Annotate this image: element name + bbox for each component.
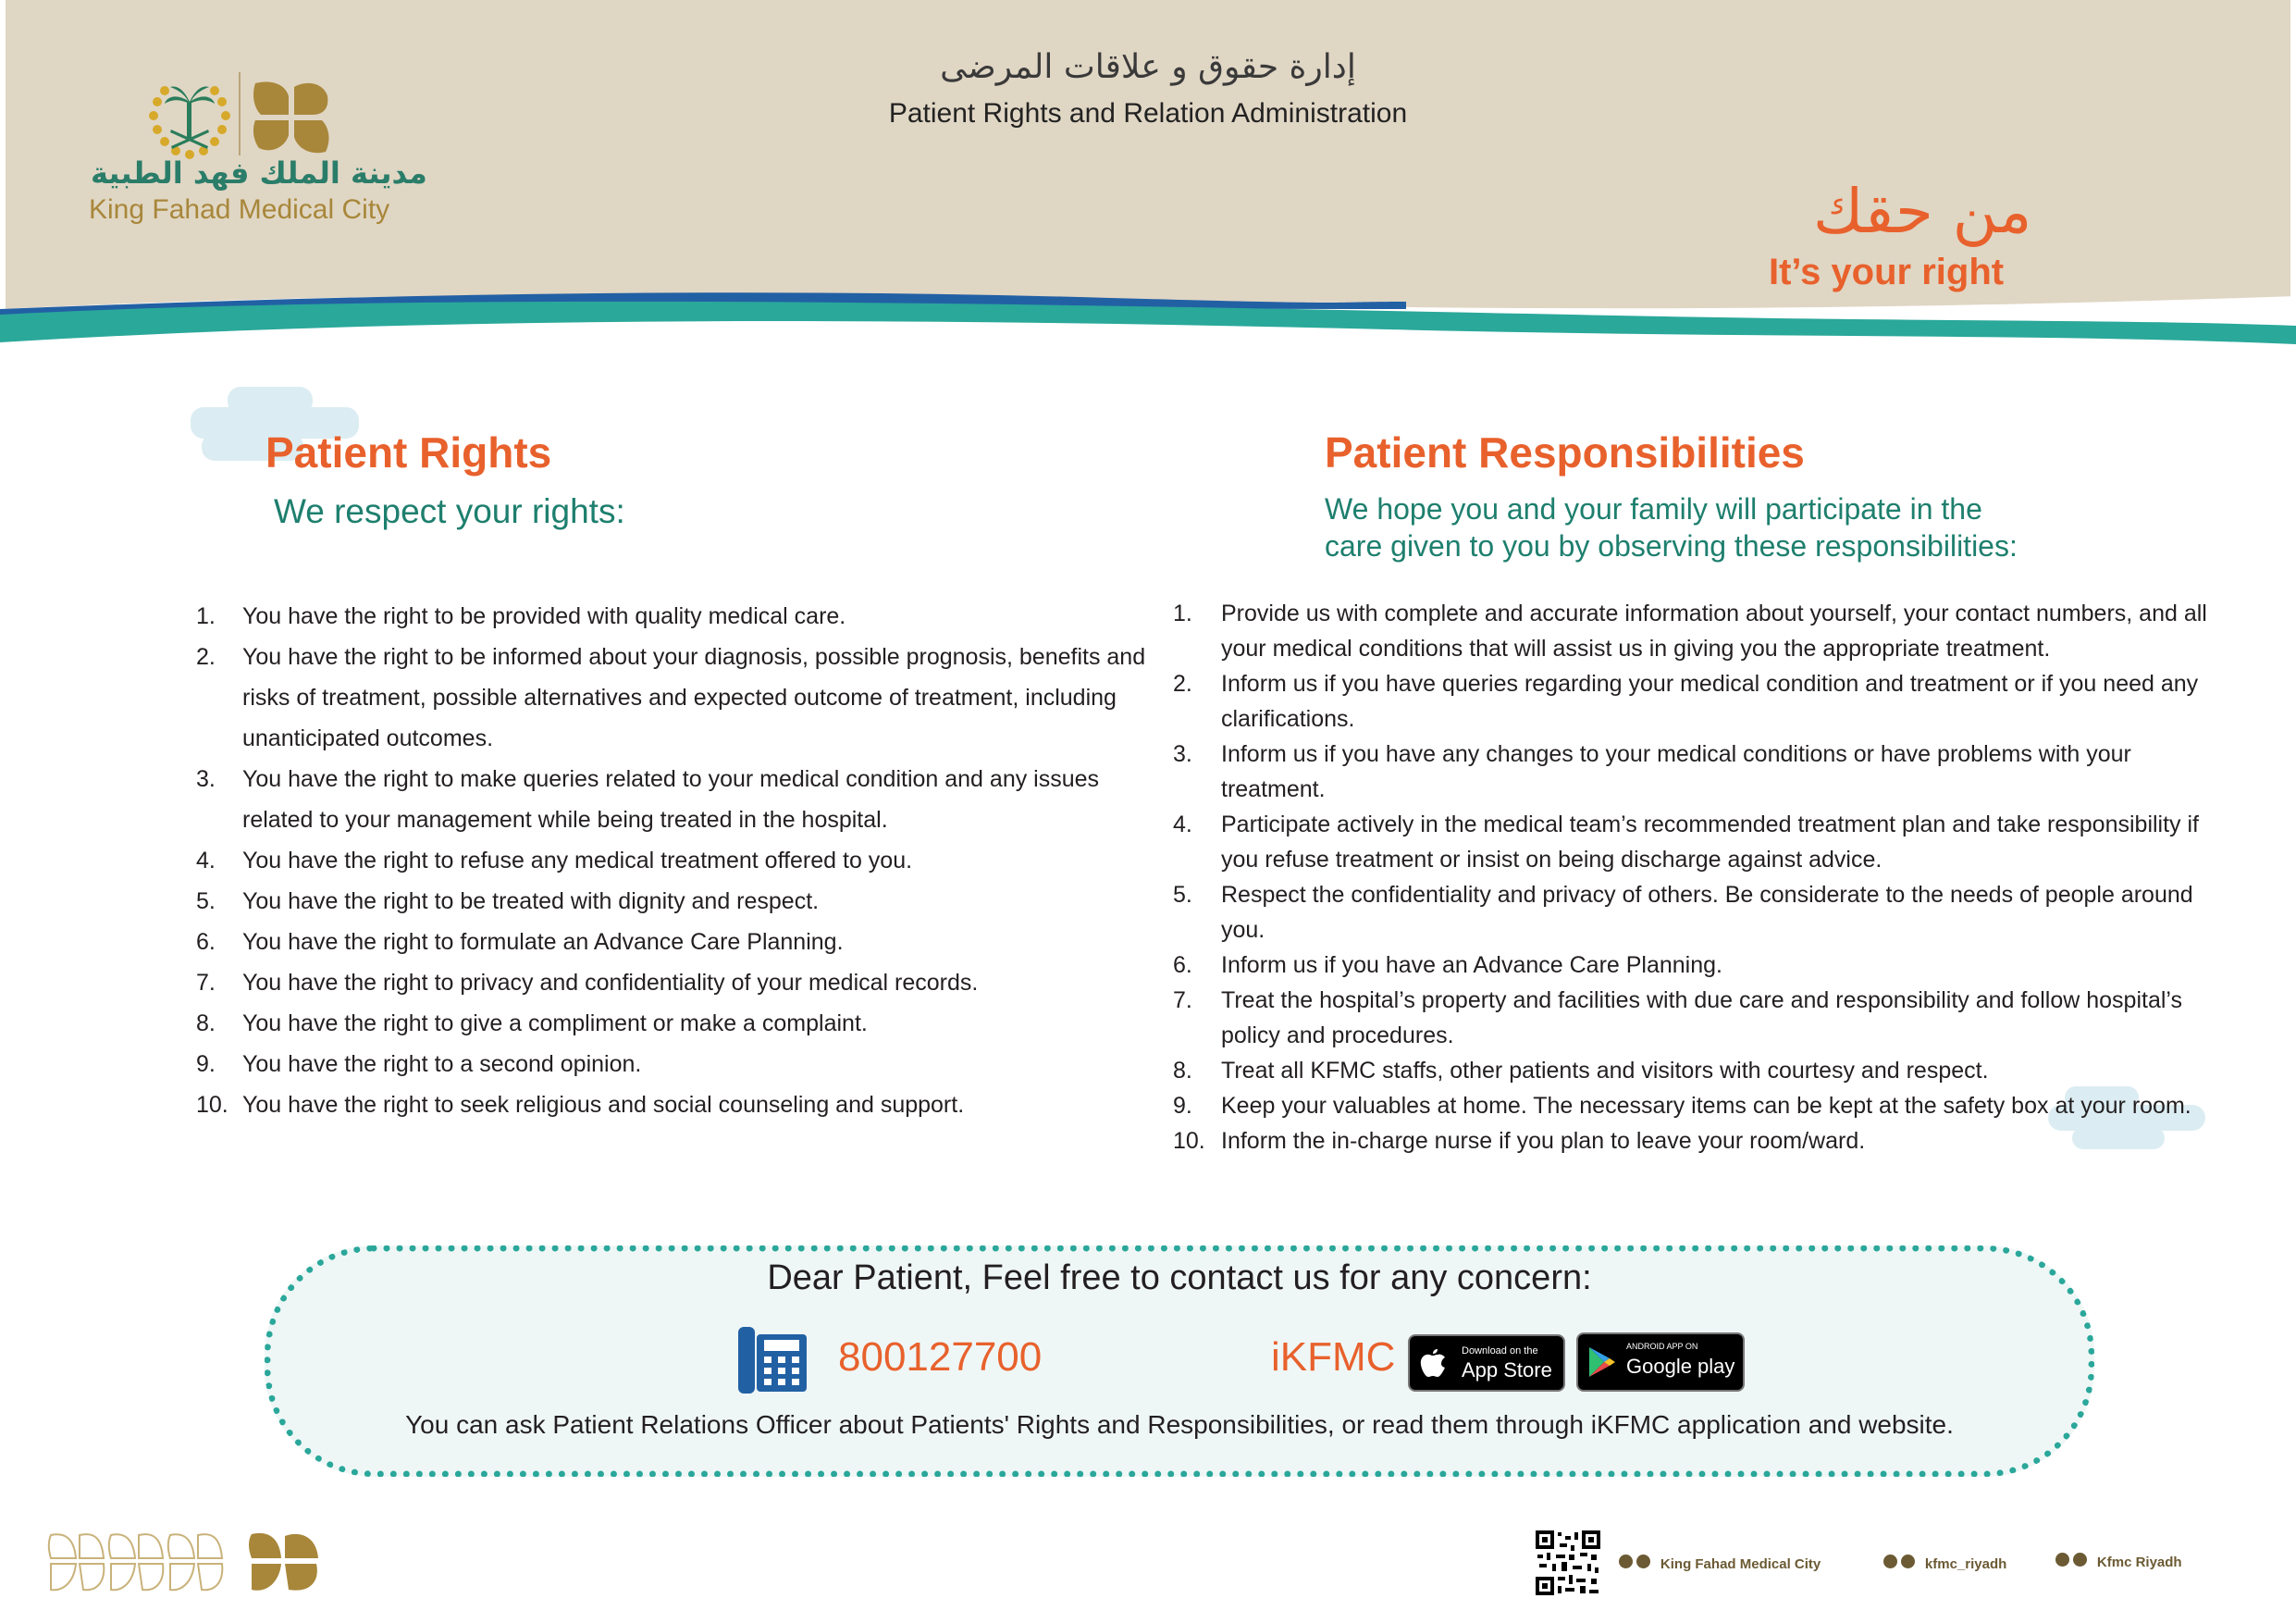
list-item: [196, 759, 1158, 840]
item-number: 8.: [1173, 1058, 1192, 1084]
item-text: Inform us if you have any changes to your medical conditions or have problems with your treatment.: [1221, 741, 2131, 802]
responsibilities-title: Patient Responsibilities: [1325, 428, 1805, 477]
app-name: iKFMC: [1271, 1334, 1396, 1380]
item-number: 4.: [1173, 812, 1192, 837]
item-text: You have the right to be treated with dignity and respect.: [242, 888, 820, 914]
telephone-icon: [734, 1325, 810, 1395]
apple-icon: [1419, 1347, 1447, 1379]
item-text: Keep your valuables at home. The necessary items can be kept at the safety box at your room.: [1221, 1093, 2191, 1119]
list-item: [1173, 807, 2209, 877]
contact-heading: Dear Patient, Feel free to contact us for any concern:: [767, 1258, 1592, 1297]
list-item: [196, 881, 1158, 922]
item-number: 3.: [196, 766, 216, 792]
list-item: [1173, 877, 2209, 948]
item-text: Provide us with complete and accurate information about yourself, your contact numbers, and all your medical conditions that will assist us in giving you the appropriate treatment.: [1221, 601, 2207, 662]
item-text: Participate actively in the medical team’s recommended treatment plan and take responsibility if you refuse treatment or insist on being discharge against advice.: [1221, 812, 2200, 873]
responsibilities-list: [1173, 596, 2209, 1158]
item-text: You have the right to a second opinion.: [242, 1051, 642, 1077]
list-item: [196, 596, 1158, 637]
list-item: [196, 637, 1158, 759]
contact-note: You can ask Patient Relations Officer about Patients' Rights and Responsibilities, or read them through iKFMC application and website.: [405, 1410, 1954, 1439]
item-text: You have the right to formulate an Advance Care Planning.: [242, 929, 844, 955]
item-text: Respect the confidentiality and privacy of others. Be considerate to the needs of people around you.: [1221, 882, 2193, 943]
globe-icon: [1619, 1555, 1633, 1568]
social-youtube-label: Kfmc Riyadh: [2096, 1555, 2182, 1570]
social-website-group[interactable]: [1619, 1555, 1821, 1573]
item-number: 2.: [196, 644, 216, 670]
responsibilities-subtitle-line1: We hope you and your family will participate in the: [1325, 492, 1982, 526]
list-item: [1173, 948, 2209, 983]
list-item: [196, 1044, 1158, 1084]
slogan-english: It’s your right: [1769, 252, 2005, 292]
appstore-small-label: Download on the: [1462, 1345, 1538, 1357]
item-number: 6.: [196, 929, 216, 955]
kfmc-flower-logo-icon: [252, 80, 331, 155]
facebook-icon: [2073, 1553, 2087, 1567]
header-arabic-title: إدارة حقوق و علاقات المرضى: [940, 48, 1356, 86]
item-number: 5.: [1173, 882, 1192, 908]
logo-arabic-name: مدينة الملك فهد الطبية: [91, 155, 427, 191]
item-text: You have the right to privacy and confidentiality of your medical records.: [242, 970, 979, 996]
item-number: 1.: [1173, 601, 1192, 626]
header-english-title: Patient Rights and Relation Administration: [888, 98, 1408, 129]
item-number: 10.: [196, 1092, 228, 1118]
snapchat-icon: [1901, 1555, 1915, 1568]
logo-english-name: King Fahad Medical City: [89, 194, 390, 225]
rights-subtitle: We respect your rights:: [274, 492, 625, 530]
item-number: 6.: [1173, 952, 1192, 978]
list-item: [1173, 596, 2209, 666]
item-text: Treat all KFMC staffs, other patients and visitors with courtesy and respect.: [1221, 1058, 1989, 1084]
palm-emblem-icon: [139, 65, 241, 167]
footer-petal-pattern: [46, 1530, 324, 1595]
google-play-badge[interactable]: [1576, 1332, 1745, 1392]
item-number: 2.: [1173, 671, 1192, 697]
list-item: [196, 840, 1158, 881]
item-text: You have the right to seek religious and social counseling and support.: [242, 1092, 965, 1118]
item-text: Inform us if you have an Advance Care Planning.: [1221, 952, 1722, 978]
item-number: 3.: [1173, 741, 1192, 767]
youtube-icon: [2055, 1553, 2069, 1567]
item-number: 9.: [1173, 1093, 1192, 1119]
item-text: You have the right to make queries related to your medical condition and any issues related to your management while being treated in the hospital.: [242, 766, 1100, 833]
rights-list: [196, 596, 1158, 1125]
responsibilities-subtitle-line2: care given to you by observing these responsibilities:: [1325, 529, 2018, 563]
item-number: 4.: [196, 848, 216, 873]
social-website-label: King Fahad Medical City: [1660, 1556, 1821, 1572]
item-number: 1.: [196, 603, 216, 629]
logo-divider: [239, 72, 241, 155]
social-youtube-group[interactable]: [2055, 1553, 2182, 1571]
item-number: 7.: [1173, 987, 1192, 1013]
item-number: 5.: [196, 888, 216, 914]
qr-code[interactable]: [1536, 1530, 1600, 1595]
item-text: Inform the in-charge nurse if you plan to leave your room/ward.: [1221, 1128, 1866, 1154]
list-item: [1173, 1088, 2209, 1123]
item-text: Treat the hospital’s property and facilities with due care and responsibility and follow hospital’s policy and procedures.: [1221, 987, 2183, 1048]
list-item: [1173, 737, 2209, 807]
list-item: [1173, 1123, 2209, 1158]
googleplay-small-label: ANDROID APP ON: [1626, 1342, 1698, 1351]
rights-title: Patient Rights: [265, 428, 552, 477]
item-text: You have the right to give a compliment or make a complaint.: [242, 1010, 868, 1036]
googleplay-big-label: Google play: [1626, 1355, 1735, 1378]
instagram-icon: [1636, 1555, 1650, 1568]
list-item: [196, 962, 1158, 1003]
item-number: 9.: [196, 1051, 216, 1077]
app-store-badge[interactable]: [1408, 1334, 1565, 1392]
appstore-big-label: App Store: [1462, 1358, 1552, 1381]
item-number: 10.: [1173, 1128, 1205, 1154]
list-item: [1173, 666, 2209, 737]
item-number: 7.: [196, 970, 216, 996]
phone-number[interactable]: 800127700: [838, 1334, 1043, 1380]
twitter-icon: [1883, 1555, 1897, 1568]
google-play-icon: [1587, 1345, 1617, 1379]
slogan-arabic: من حقك: [1813, 176, 2032, 247]
social-twitter-group[interactable]: [1883, 1555, 2006, 1573]
list-item: [196, 1084, 1158, 1125]
list-item: [196, 922, 1158, 962]
item-number: 8.: [196, 1010, 216, 1036]
social-twitter-label: kfmc_riyadh: [1924, 1556, 2007, 1572]
list-item: [1173, 1053, 2209, 1088]
list-item: [196, 1003, 1158, 1044]
item-text: You have the right to be informed about your diagnosis, possible prognosis, benefits and risks of treatment, possible alternatives and expected outcome of treatment, including unanticipated outcomes.: [242, 644, 1146, 751]
item-text: Inform us if you have queries regarding your medical condition and treatment or if you need any clarifications.: [1221, 671, 2199, 732]
list-item: [1173, 983, 2209, 1053]
item-text: You have the right to refuse any medical treatment offered to you.: [242, 848, 913, 873]
item-text: You have the right to be provided with quality medical care.: [242, 603, 846, 629]
